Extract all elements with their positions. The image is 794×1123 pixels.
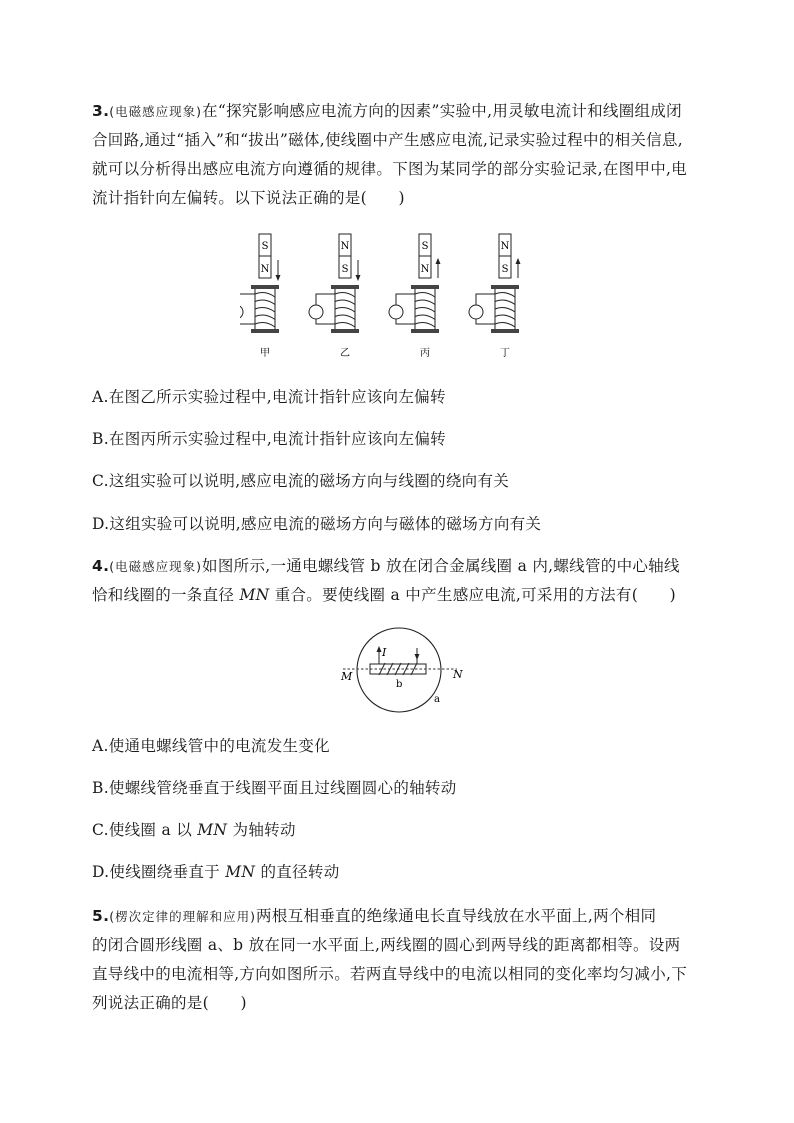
magnet-top-pole: S <box>261 241 269 252</box>
q4-option-c: C.使线圈 a 以 MN 为轴转动 <box>92 821 296 839</box>
q3-option-b: B.在图丙所示实验过程中,电流计指针应该向左偏转 <box>92 430 446 448</box>
coil-top-cap <box>251 285 279 289</box>
panel-caption: 丙 <box>420 348 430 359</box>
coil-bottom-cap <box>411 329 439 333</box>
q3-option-d: D.这组实验可以说明,感应电流的磁场方向与磁体的磁场方向有关 <box>92 515 542 533</box>
magnet-bottom-pole: S <box>341 264 349 275</box>
coil-bottom-cap <box>491 329 519 333</box>
coil-bottom-cap <box>251 329 279 333</box>
q3-option-a: A.在图乙所示实验过程中,电流计指针应该向左偏转 <box>92 388 446 406</box>
panel-caption: 甲 <box>260 348 270 359</box>
q4-option-a: A.使通电螺线管中的电流发生变化 <box>92 737 330 755</box>
experiment-panel <box>389 234 441 359</box>
current-arrow-down <box>415 654 420 660</box>
q3-tag: (电磁感应现象) <box>109 104 203 119</box>
magnet-top-pole: N <box>340 241 350 252</box>
galvanometer-icon <box>309 305 323 319</box>
q3-line-2: 合回路,通过“插入”和“拔出”磁体,使线圈中产生感应电流,记录实验过程中的相关信息, <box>92 131 684 149</box>
magnet-top-pole: S <box>421 241 429 252</box>
coil-windings <box>335 293 355 327</box>
q3-number: 3. <box>92 102 110 120</box>
coil-windings <box>255 293 275 327</box>
q4-line-1: 4.(电磁感应现象)如图所示,一通电螺线管 b 放在闭合金属线圈 a 内,螺线管的中心轴线 <box>92 557 680 575</box>
magnet-bottom-pole: S <box>501 264 509 275</box>
galvanometer-icon <box>469 305 483 319</box>
panel-caption: 丁 <box>500 348 510 359</box>
magnet-bottom-pole: N <box>260 264 270 275</box>
q4-option-b: B.使螺线管绕垂直于线圈平面且过线圈圆心的轴转动 <box>92 779 457 797</box>
q3-line-4: 流计指针向左偏转。以下说法正确的是( ) <box>92 189 405 207</box>
q4-tag: (电磁感应现象) <box>109 559 203 574</box>
motion-arrow-down-icon <box>276 275 281 281</box>
q3-line-1: 3.(电磁感应现象)在“探究影响感应电流方向的因素”实验中,用灵敏电流计和线圈组成闭 <box>92 102 682 120</box>
motion-arrow-up-icon <box>516 258 521 264</box>
q5-line-3: 直导线中的电流相等,方向如图所示。若两直导线中的电流以相同的变化率均匀减小,下 <box>92 965 688 983</box>
experiment-panel <box>469 234 521 359</box>
coil-top-cap <box>411 285 439 289</box>
q5-tag: (楞次定律的理解和应用) <box>109 909 257 924</box>
q4-line-2: 恰和线圈的一条直径 MN 重合。要使线圈 a 中产生感应电流,可采用的方法有( ) <box>92 586 677 604</box>
q5-line-4: 列说法正确的是( ) <box>92 994 247 1012</box>
magnet-top-pole: N <box>500 241 510 252</box>
label-m: M <box>341 670 353 683</box>
coil-top-cap <box>331 285 359 289</box>
motion-arrow-down-icon <box>356 275 361 281</box>
label-i: I <box>382 646 387 659</box>
label-b: b <box>396 679 403 690</box>
q4-number: 4. <box>92 557 110 575</box>
q4-figure <box>335 624 465 716</box>
q5-line-2: 的闭合圆形线圈 a、b 放在同一水平面上,两线圈的圆心到两导线的距离都相等。设两 <box>92 936 681 954</box>
current-arrow-up <box>377 646 382 652</box>
q3-option-c: C.这组实验可以说明,感应电流的磁场方向与线圈的绕向有关 <box>92 472 510 490</box>
label-a: a <box>434 694 440 705</box>
q3-line-3: 就可以分析得出感应电流方向遵循的规律。下图为某同学的部分实验记录,在图甲中,电 <box>92 160 688 178</box>
coil-windings <box>415 293 435 327</box>
experiment-panel <box>240 234 281 359</box>
panel-caption: 乙 <box>340 348 350 359</box>
q4-option-d: D.使线圈绕垂直于 MN 的直径转动 <box>92 863 340 881</box>
label-n: N <box>453 668 463 681</box>
galvanometer-icon <box>389 305 403 319</box>
q5-number: 5. <box>92 907 110 925</box>
coil-bottom-cap <box>331 329 359 333</box>
coil-windings <box>495 293 515 327</box>
q3-figure <box>240 228 560 363</box>
experiment-panel <box>309 234 361 359</box>
q5-line-1: 5.(楞次定律的理解和应用)两根互相垂直的绝缘通电长直导线放在水平面上,两个相同 <box>92 907 657 925</box>
coil-top-cap <box>491 285 519 289</box>
magnet-bottom-pole: N <box>420 264 430 275</box>
galvanometer-icon <box>240 305 243 319</box>
motion-arrow-up-icon <box>436 258 441 264</box>
